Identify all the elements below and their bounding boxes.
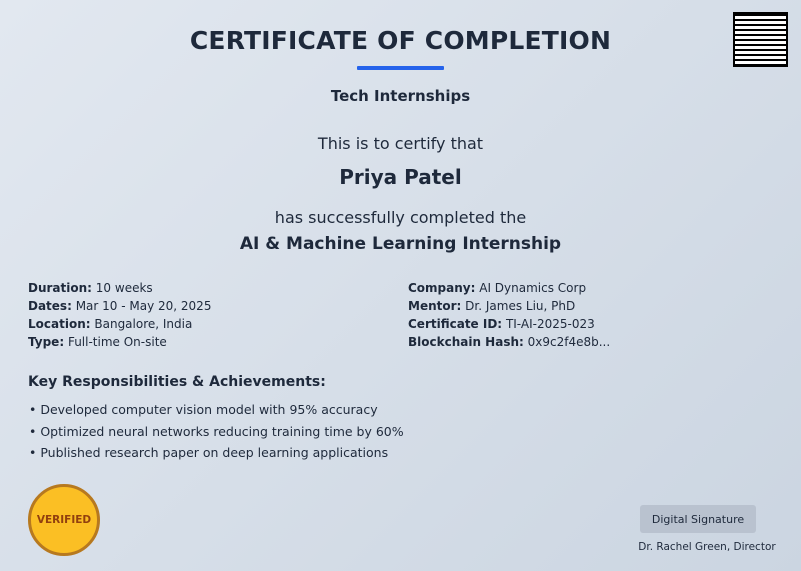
certify-text: This is to certify that bbox=[317, 134, 484, 153]
digital-signature-button[interactable] bbox=[640, 505, 756, 533]
program-name: AI & Machine Learning Internship bbox=[239, 234, 562, 254]
signature-box-label: Digital Signature bbox=[651, 512, 745, 526]
list-item: • Optimized neural networks reducing training time by 60% bbox=[29, 423, 404, 439]
responsibilities-list bbox=[29, 401, 404, 466]
detail-label: Location: bbox=[28, 317, 91, 331]
title-underline bbox=[357, 66, 444, 70]
detail-label: Company: bbox=[408, 281, 476, 295]
list-item: • Developed computer vision model with 95% accuracy bbox=[29, 402, 378, 417]
verified-seal bbox=[28, 484, 100, 556]
detail-label: Certificate ID: bbox=[408, 317, 503, 331]
detail-duration bbox=[28, 279, 211, 297]
organization-name: Tech Internships bbox=[330, 87, 471, 105]
detail-value: 0x9c2f4e8b... bbox=[527, 335, 611, 349]
detail-value: Bangalore, India bbox=[94, 317, 193, 331]
detail-type bbox=[28, 333, 211, 351]
recipient-name: Priya Patel bbox=[339, 165, 462, 189]
detail-location bbox=[28, 315, 211, 333]
detail-value: TI-AI-2025-023 bbox=[505, 317, 595, 331]
completed-text: has successfully completed the bbox=[274, 208, 527, 227]
detail-label: Duration: bbox=[28, 281, 92, 295]
detail-value: Mar 10 - May 20, 2025 bbox=[75, 299, 212, 313]
responsibilities-title: Key Responsibilities & Achievements: bbox=[28, 374, 326, 390]
detail-dates bbox=[28, 297, 211, 315]
signer-name: Dr. Rachel Green, Director bbox=[638, 541, 776, 553]
detail-value: Full-time On-site bbox=[67, 335, 167, 349]
detail-company bbox=[408, 279, 610, 297]
detail-blockchain-hash bbox=[408, 333, 610, 351]
detail-label: Type: bbox=[28, 335, 65, 349]
detail-value: 10 weeks bbox=[95, 281, 153, 295]
details-left bbox=[28, 279, 211, 351]
detail-label: Blockchain Hash: bbox=[408, 335, 524, 349]
certificate-title: CERTIFICATE OF COMPLETION bbox=[189, 26, 612, 55]
detail-certificate-id bbox=[408, 315, 610, 333]
list-item: • Published research paper on deep learning applications bbox=[29, 445, 389, 460]
detail-value: AI Dynamics Corp bbox=[479, 281, 587, 295]
detail-mentor bbox=[408, 297, 610, 315]
seal-label: VERIFIED bbox=[36, 514, 92, 526]
detail-label: Dates: bbox=[28, 299, 72, 313]
details-right bbox=[408, 279, 610, 351]
detail-label: Mentor: bbox=[408, 299, 462, 313]
detail-value: Dr. James Liu, PhD bbox=[465, 299, 576, 313]
